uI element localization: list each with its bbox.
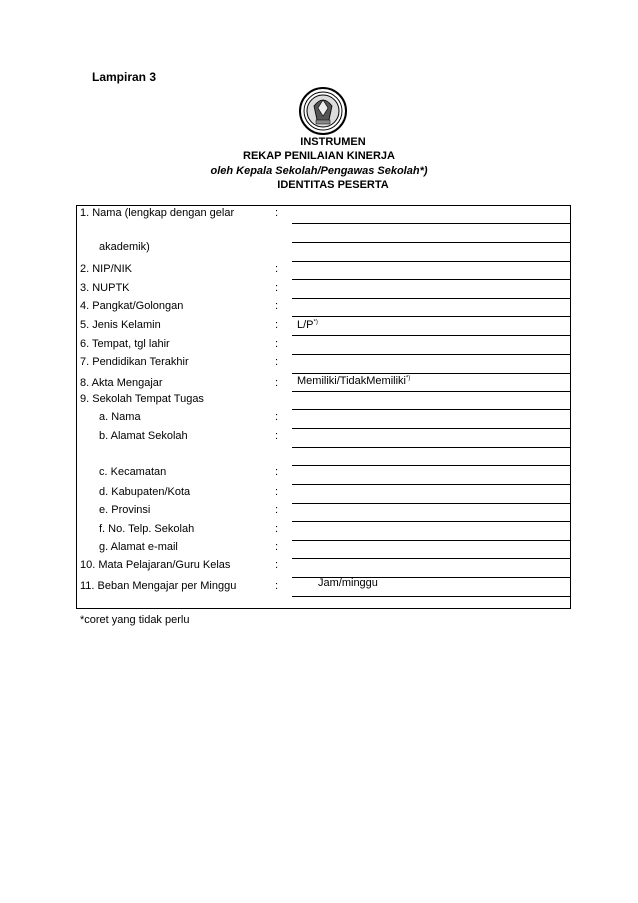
colon: : — [275, 300, 279, 312]
label-ttl: 6. Tempat, tgl lahir — [80, 338, 170, 350]
footnote: *coret yang tidak perlu — [80, 614, 190, 626]
certificate-value — [297, 375, 410, 387]
fill-line[interactable] — [292, 391, 571, 392]
colon: : — [275, 523, 279, 535]
fill-line[interactable] — [292, 316, 571, 317]
fill-line[interactable] — [292, 447, 571, 448]
colon: : — [275, 559, 279, 571]
fill-line[interactable] — [292, 465, 571, 466]
colon: : — [275, 430, 279, 442]
colon: : — [275, 319, 279, 331]
certificate-text: Memiliki/TidakMemiliki — [297, 375, 406, 387]
title-instrumen: INSTRUMEN — [300, 136, 366, 148]
label-kecamatan: c. Kecamatan — [99, 466, 167, 478]
fill-line[interactable] — [292, 335, 571, 336]
tut-wuri-handayani-emblem-icon — [296, 86, 350, 136]
label-mapel: 10. Mata Pelajaran/Guru Kelas — [80, 559, 231, 571]
label-nuptk: 3. NUPTK — [80, 282, 130, 294]
fill-line[interactable] — [292, 409, 571, 410]
colon: : — [275, 541, 279, 553]
label-provinsi: e. Provinsi — [99, 504, 151, 516]
fill-line[interactable] — [292, 521, 571, 522]
colon: : — [275, 466, 279, 478]
label-alamat-sekolah: b. Alamat Sekolah — [99, 430, 188, 442]
hours-value: Jam/minggu — [318, 577, 378, 589]
label-jenis-kelamin: 5. Jenis Kelamin — [80, 319, 161, 331]
colon: : — [275, 580, 279, 592]
label-telp: f. No. Telp. Sekolah — [99, 523, 195, 535]
title-evaluator: oleh Kepala Sekolah/Pengawas Sekolah*) — [210, 165, 428, 177]
fill-line[interactable] — [292, 558, 571, 559]
colon: : — [275, 486, 279, 498]
colon: : — [275, 282, 279, 294]
fill-line[interactable] — [292, 540, 571, 541]
colon: : — [275, 377, 279, 389]
label-nip: 2. NIP/NIK — [80, 263, 132, 275]
label-nama: 1. Nama (lengkap dengan gelar — [80, 207, 235, 219]
fill-line[interactable] — [292, 354, 571, 355]
attachment-label: Lampiran 3 — [92, 70, 157, 84]
fill-line[interactable] — [292, 373, 571, 374]
title-rekap: REKAP PENILAIAN KINERJA — [243, 150, 395, 162]
fill-line[interactable] — [292, 242, 571, 243]
colon: : — [275, 504, 279, 516]
colon: : — [275, 411, 279, 423]
colon: : — [275, 356, 279, 368]
fill-line[interactable] — [292, 223, 571, 224]
label-nama-cont: akademik) — [99, 241, 150, 253]
fill-line[interactable] — [292, 261, 571, 262]
label-pangkat: 4. Pangkat/Golongan — [80, 300, 184, 312]
fill-line[interactable] — [292, 428, 571, 429]
label-beban: 11. Beban Mengajar per Minggu — [80, 580, 237, 592]
gender-text: L/P — [297, 319, 314, 331]
label-sekolah: 9. Sekolah Tempat Tugas — [80, 393, 204, 405]
fill-line[interactable] — [292, 279, 571, 280]
label-pendidikan: 7. Pendidikan Terakhir — [80, 356, 189, 368]
label-akta: 8. Akta Mengajar — [80, 377, 163, 389]
fill-line[interactable] — [292, 298, 571, 299]
title-identitas: IDENTITAS PESERTA — [277, 179, 389, 191]
gender-note: *) — [313, 319, 318, 326]
fill-line[interactable] — [292, 596, 571, 597]
colon: : — [275, 207, 279, 219]
fill-line[interactable] — [292, 484, 571, 485]
colon: : — [275, 338, 279, 350]
colon: : — [275, 263, 279, 275]
label-kabupaten: d. Kabupaten/Kota — [99, 486, 191, 498]
fill-line[interactable] — [292, 503, 571, 504]
certificate-note: *) — [406, 375, 411, 382]
label-email: g. Alamat e-mail — [99, 541, 178, 553]
gender-value — [297, 319, 318, 331]
label-sekolah-nama: a. Nama — [99, 411, 141, 423]
